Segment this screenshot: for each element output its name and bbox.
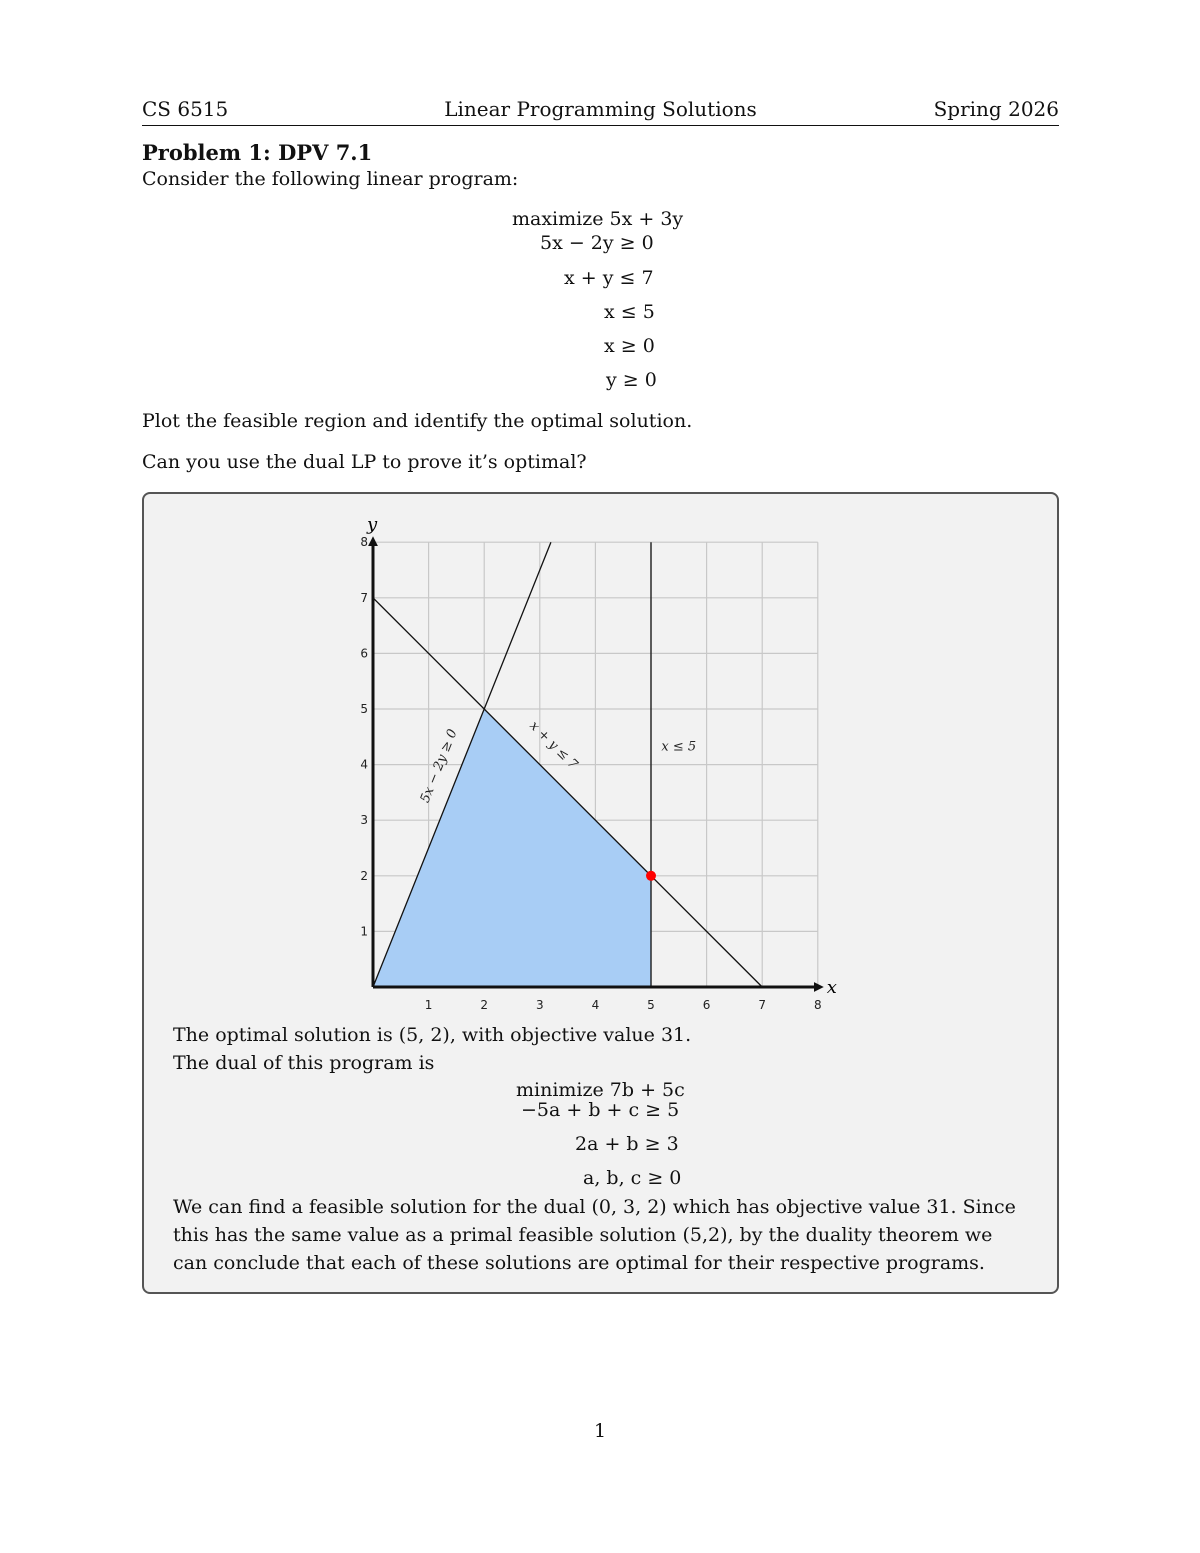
page-number: 1 <box>593 1420 607 1442</box>
constraint-label-x-le-5: x ≤ 5 <box>661 739 697 755</box>
page-header <box>142 97 1059 126</box>
dual-constraint-2: 2a + b ≥ 3 <box>575 1133 679 1155</box>
conclusion-line-2: this has the same value as a primal feasible solution (5,2), by the duality theorem we <box>173 1224 993 1246</box>
primal-constraint-1: 5x − 2y ≥ 0 <box>540 232 654 254</box>
y-tick-label-8: 8 <box>360 535 368 550</box>
dual-constraint-3: a, b, c ≥ 0 <box>583 1167 682 1189</box>
primal-constraint-4: x ≥ 0 <box>604 335 655 357</box>
question-plot: Plot the feasible region and identify the optimal solution. <box>142 410 693 432</box>
optimal-point-marker <box>646 871 656 881</box>
y-tick-label-1: 1 <box>360 924 368 939</box>
conclusion-line-1: We can find a feasible solution for the dual (0, 3, 2) which has objective value 31. Since <box>173 1196 1016 1218</box>
primal-objective: maximize 5x + 3y <box>512 208 684 230</box>
header-course: CS 6515 <box>142 97 229 121</box>
constraint-label-5x-2y: 5x − 2y ≥ 0 <box>417 727 461 805</box>
dual-intro-text: The dual of this program is <box>173 1052 435 1074</box>
x-tick-label-2: 2 <box>480 998 489 1012</box>
primal-constraint-5: y ≥ 0 <box>606 369 657 391</box>
header-title: Linear Programming Solutions <box>444 97 757 121</box>
problem-intro: Consider the following linear program: <box>142 168 519 190</box>
feasible-region-plot <box>330 510 860 1020</box>
feasible-region <box>373 709 651 987</box>
x-tick-label-8: 8 <box>813 998 822 1012</box>
problem-title: Problem 1: DPV 7.1 <box>142 140 373 165</box>
x-tick-label-7: 7 <box>758 998 767 1012</box>
y-tick-label-3: 3 <box>360 813 368 828</box>
y-tick-label-6: 6 <box>360 646 368 661</box>
x-tick-label-1: 1 <box>424 998 433 1012</box>
optimal-solution-text: The optimal solution is (5, 2), with objective value 31. <box>173 1024 692 1046</box>
conclusion-line-3: can conclude that each of these solutions are optimal for their respective programs. <box>173 1252 985 1274</box>
dual-objective: minimize 7b + 5c <box>516 1079 685 1101</box>
x-tick-label-3: 3 <box>535 998 544 1012</box>
y-tick-label-7: 7 <box>360 590 368 605</box>
question-dual: Can you use the dual LP to prove it’s optimal? <box>142 451 587 473</box>
header-term: Spring 2026 <box>933 97 1059 121</box>
y-axis-label: y <box>367 514 378 536</box>
y-tick-label-4: 4 <box>360 757 368 772</box>
dual-constraint-1: −5a + b + c ≥ 5 <box>521 1099 680 1121</box>
x-tick-label-6: 6 <box>702 998 711 1012</box>
primal-constraint-2: x + y ≤ 7 <box>564 267 654 289</box>
x-tick-label-5: 5 <box>647 998 655 1012</box>
primal-constraint-3: x ≤ 5 <box>604 301 655 323</box>
y-tick-label-5: 5 <box>360 702 368 716</box>
x-tick-label-4: 4 <box>591 998 600 1012</box>
constraint-label-x-plus-y: x + y ≤ 7 <box>526 718 581 773</box>
y-tick-label-2: 2 <box>360 868 368 883</box>
x-axis-label: x <box>826 977 837 998</box>
